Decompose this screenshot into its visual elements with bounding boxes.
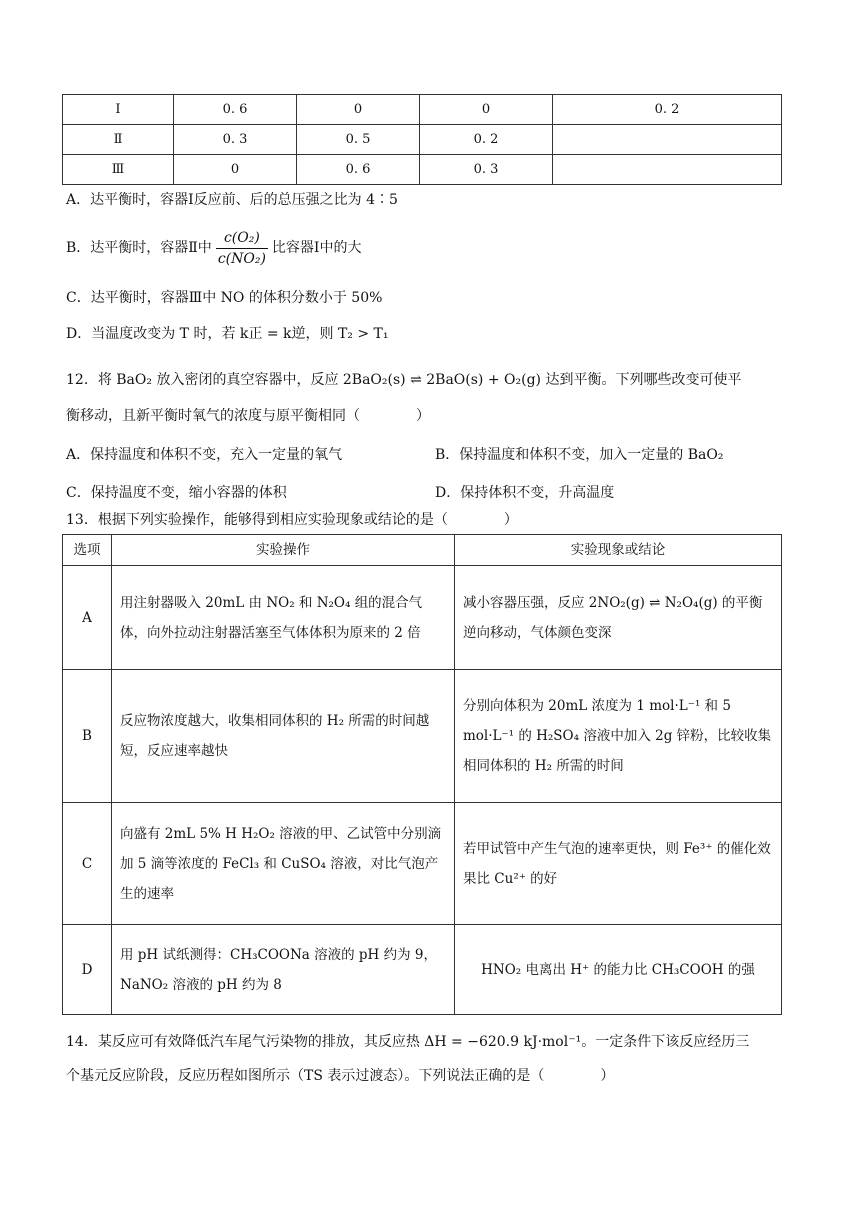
table-row bbox=[63, 925, 782, 1015]
table-cell: 0. 3 bbox=[420, 155, 553, 185]
result-cell: 若甲试管中产生气泡的速率更快，则 Fe³⁺ 的催化效果比 Cu²⁺ 的好 bbox=[455, 803, 782, 925]
fraction-numerator: c(O₂) bbox=[216, 228, 268, 249]
result-cell: HNO₂ 电离出 H⁺ 的能力比 CH₃COOH 的强 bbox=[455, 925, 782, 1015]
table-row bbox=[63, 670, 782, 803]
q11-option-a: A．达平衡时，容器Ⅰ反应前、后的总压强之比为 4∶5 bbox=[66, 192, 398, 208]
table-cell: 0 bbox=[420, 95, 553, 125]
result-cell: 减小容器压强，反应 2NO₂(g) ⇌ N₂O₄(g) 的平衡逆向移动，气体颜色变深 bbox=[455, 566, 782, 670]
table-cell: Ⅲ bbox=[63, 155, 174, 185]
table-cell: Ⅱ bbox=[63, 125, 174, 155]
table-cell bbox=[553, 155, 782, 185]
table-cell: 0. 5 bbox=[297, 125, 420, 155]
header-option: 选项 bbox=[63, 535, 112, 566]
option-label: A bbox=[63, 566, 112, 670]
table-cell: Ⅰ bbox=[63, 95, 174, 125]
q11-option-b bbox=[66, 226, 361, 270]
q11-option-b-prefix: B．达平衡时，容器Ⅱ中 bbox=[66, 240, 212, 256]
table-row bbox=[63, 95, 782, 125]
q11-option-b-suffix: 比容器Ⅰ中的大 bbox=[271, 240, 362, 256]
table-cell: 0. 6 bbox=[297, 155, 420, 185]
result-cell: 分别向体积为 20mL 浓度为 1 mol·L⁻¹ 和 5 mol·L⁻¹ 的 H₂SO₄ 溶液中加入 2g 锌粉，比较收集相同体积的 H₂ 所需的时间 bbox=[455, 670, 782, 803]
table-cell: 0. 6 bbox=[174, 95, 297, 125]
table-row bbox=[63, 155, 782, 185]
table-cell bbox=[553, 125, 782, 155]
table-row bbox=[63, 125, 782, 155]
q12-option-b: B．保持温度和体积不变，加入一定量的 BaO₂ bbox=[435, 447, 724, 463]
q11-option-c: C．达平衡时，容器Ⅲ中 NO 的体积分数小于 50% bbox=[66, 290, 383, 306]
option-label: D bbox=[63, 925, 112, 1015]
concentration-ratio-fraction bbox=[216, 228, 268, 269]
q12-option-a: A．保持温度和体积不变，充入一定量的氧气 bbox=[66, 447, 343, 463]
option-label: C bbox=[63, 803, 112, 925]
table-header-row bbox=[63, 535, 782, 566]
table-cell: 0. 2 bbox=[553, 95, 782, 125]
header-result: 实验现象或结论 bbox=[455, 535, 782, 566]
q12-stem-line1: 12．将 BaO₂ 放入密闭的真空容器中，反应 2BaO₂(s) ⇌ 2BaO(s) + O₂(g) 达到平衡。下列哪些改变可使平 bbox=[66, 372, 742, 388]
q12-option-c: C．保持温度不变，缩小容器的体积 bbox=[66, 485, 287, 501]
operation-cell: 用注射器吸入 20mL 由 NO₂ 和 N₂O₄ 组的混合气体，向外拉动注射器活塞至气体体积为原来的 2 倍 bbox=[112, 566, 455, 670]
operation-cell: 反应物浓度越大，收集相同体积的 H₂ 所需的时间越短，反应速率越快 bbox=[112, 670, 455, 803]
header-operation: 实验操作 bbox=[112, 535, 455, 566]
fraction-denominator: c(NO₂) bbox=[217, 250, 266, 267]
table-cell: 0. 2 bbox=[420, 125, 553, 155]
q13-stem: 13．根据下列实验操作，能够得到相应实验现象或结论的是（ ） bbox=[66, 512, 518, 528]
option-label: B bbox=[63, 670, 112, 803]
table-cell: 0 bbox=[297, 95, 420, 125]
operation-cell: 用 pH 试纸测得：CH₃COONa 溶液的 pH 约为 9，NaNO₂ 溶液的 pH 约为 8 bbox=[112, 925, 455, 1015]
q12-stem-line2: 衡移动，且新平衡时氧气的浓度与原平衡相同（ ） bbox=[66, 408, 430, 424]
q14-stem-line1: 14．某反应可有效降低汽车尾气污染物的排放，其反应热 ΔH = −620.9 kJ·mol⁻¹。一定条件下该反应经历三 bbox=[66, 1034, 750, 1050]
table-cell: 0 bbox=[174, 155, 297, 185]
container-data-table bbox=[62, 94, 782, 185]
q14-stem-line2: 个基元反应阶段，反应历程如图所示（TS 表示过渡态）。下列说法正确的是（ ） bbox=[66, 1068, 615, 1084]
table-row bbox=[63, 803, 782, 925]
experiment-table bbox=[62, 534, 782, 1015]
table-cell: 0. 3 bbox=[174, 125, 297, 155]
q11-option-d: D．当温度改变为 T 时，若 k正 = k逆，则 T₂ > T₁ bbox=[66, 326, 389, 342]
table-row bbox=[63, 566, 782, 670]
operation-cell: 向盛有 2mL 5% H H₂O₂ 溶液的甲、乙试管中分别滴加 5 滴等浓度的 FeCl₃ 和 CuSO₄ 溶液，对比气泡产生的速率 bbox=[112, 803, 455, 925]
q12-option-d: D．保持体积不变，升高温度 bbox=[435, 485, 615, 501]
